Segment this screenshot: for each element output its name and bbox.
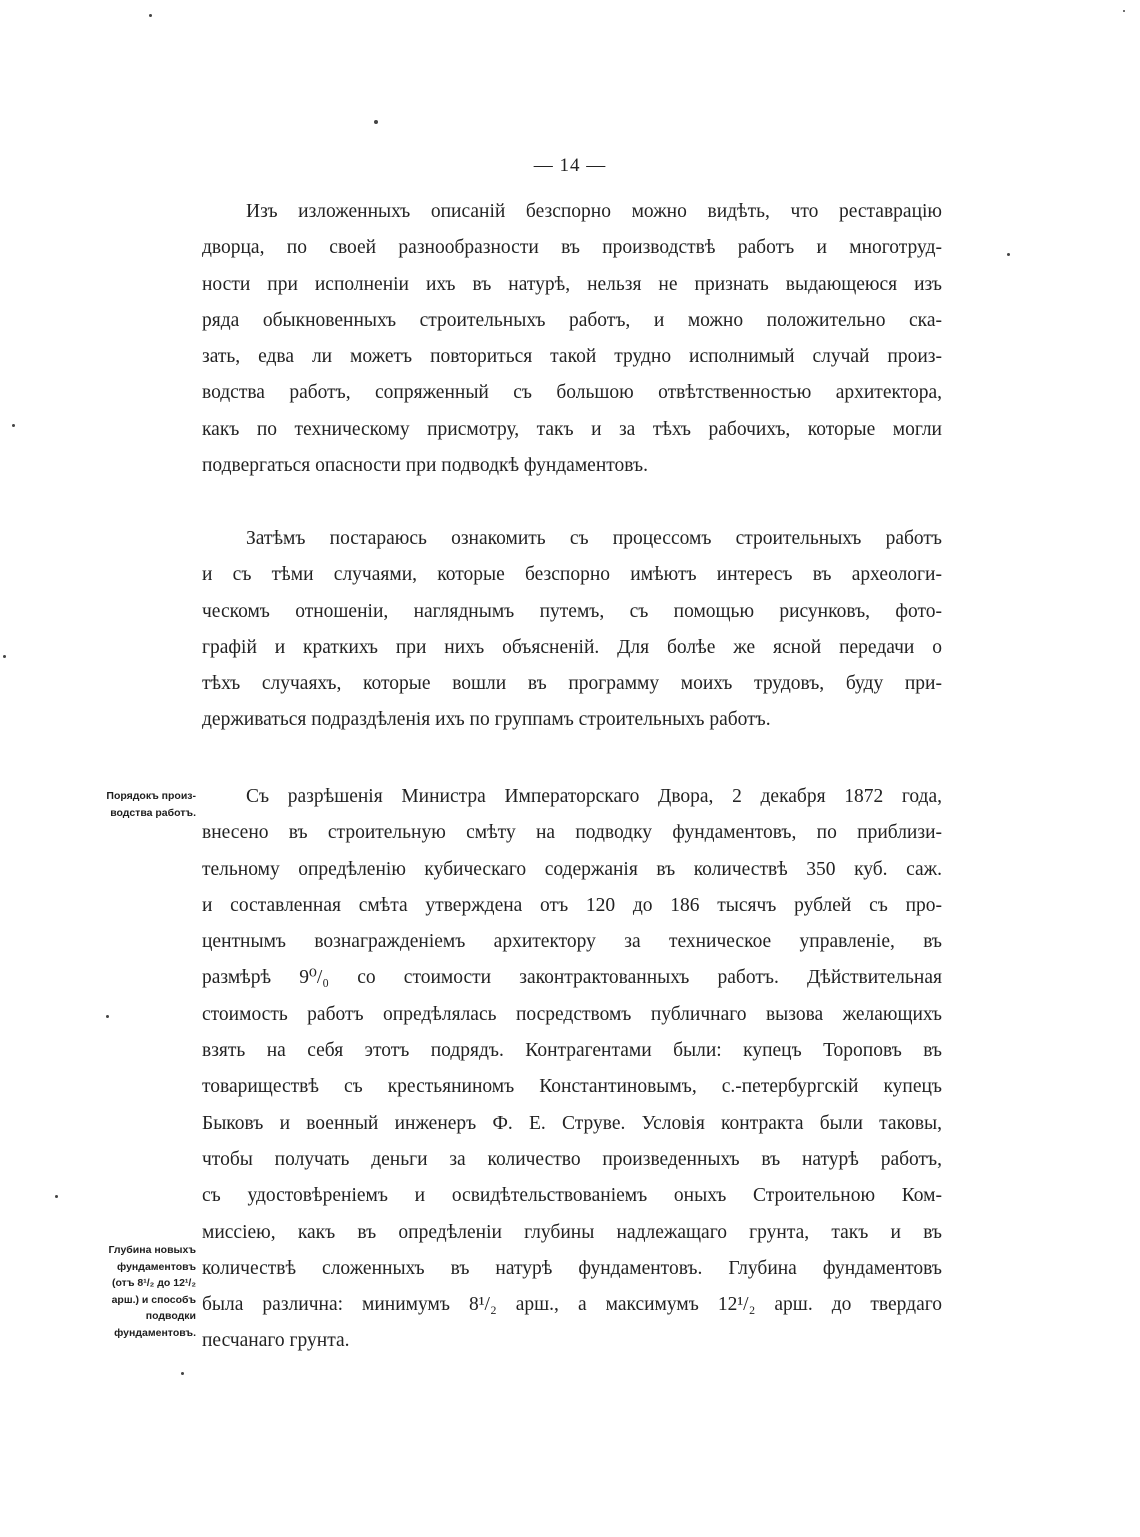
text-line: дворца, по своей разнообразности въ производствѣ работъ и многотруд- [202, 237, 942, 259]
text-line: какъ по техническому присмотру, такъ и за тѣхъ рабочихъ, которые могли [202, 418, 942, 440]
scan-speck [106, 1015, 109, 1018]
text-line: тельному опредѣленію кубическаго содержанія въ количествѣ 350 куб. саж. [202, 858, 942, 880]
paragraph-2 [202, 521, 942, 739]
page-number: — 14 — [533, 155, 607, 176]
text-line: миссіею, какъ въ опредѣленіи глубины надлежащаго грунта, такъ и въ [202, 1221, 942, 1243]
margin-note-line: Порядокъ произ- [106, 790, 196, 802]
text-line: чтобы получать деньги за количество произведенныхъ въ натурѣ работъ, [202, 1148, 942, 1170]
text-line: стоимость работъ опредѣлялась посредствомъ публичнаго вызова желающихъ [202, 1003, 942, 1025]
scan-speck [181, 1372, 184, 1375]
text-line: была различна: минимумъ 8¹/₂ арш., а максимумъ 12¹/₂ арш. до твердаго [202, 1294, 942, 1316]
paragraph-1 [202, 194, 942, 484]
text-line: Быковъ и военный инженеръ Ф. Е. Струве. Условія контракта были таковы, [202, 1112, 942, 1134]
text-line: внесено въ строительную смѣту на подводку фундаментовъ, по приблизи- [202, 822, 942, 844]
text-line: графій и краткихъ при нихъ объясненій. Для болѣе же ясной передачи о [202, 636, 942, 658]
margin-note-line: (отъ 8¹/₂ до 12¹/₂ [112, 1277, 196, 1289]
text-line: и съ тѣми случаями, которые безспорно имѣютъ интересъ въ археологи- [202, 564, 942, 586]
text-line: товариществѣ съ крестьяниномъ Константиновымъ, с.-петербургскій купецъ [202, 1076, 942, 1098]
scan-speck [3, 655, 6, 658]
text-line: съ удостовѣреніемъ и освидѣтельствованіемъ оныхъ Строительною Ком- [202, 1185, 942, 1207]
text-line: ности при исполненіи ихъ въ натурѣ, нельзя не признать выдающеюся изъ [202, 273, 942, 295]
margin-note-line: арш.) и способъ [111, 1293, 196, 1306]
paragraph-3 [202, 779, 942, 1360]
text-line: Съ разрѣшенія Министра Императорскаго Двора, 2 декабря 1872 года, [246, 786, 942, 807]
scan-speck [12, 424, 15, 427]
text-line: тѣхъ случаяхъ, которые вошли въ программу моихъ трудовъ, буду при- [202, 673, 942, 695]
text-line: Затѣмъ постараюсь ознакомить съ процессомъ строительныхъ работъ [246, 528, 942, 549]
scan-speck [149, 14, 152, 17]
text-line: подвергаться опасности при подводкѣ фундаментовъ. [202, 455, 648, 477]
text-line: Изъ изложенныхъ описаній безспорно можно видѣть, что реставрацію [246, 201, 942, 222]
margin-note-line: Глубина новыхъ [108, 1244, 196, 1256]
scan-speck [1007, 253, 1010, 256]
text-line: держиваться подраздѣленія ихъ по группамъ строительныхъ работъ. [202, 709, 771, 731]
text-line: ческомъ отношеніи, нагляднымъ путемъ, съ помощью рисунковъ, фото- [202, 600, 942, 622]
margin-note-line: фундаментовъ [117, 1260, 196, 1273]
text-line: зать, едва ли можетъ повториться такой трудно исполнимый случай произ- [202, 346, 942, 368]
margin-note-line: водства работъ. [110, 806, 196, 819]
margin-note-line: фундаментовъ. [114, 1326, 196, 1339]
scan-speck [55, 1195, 58, 1198]
margin-note-work-order [80, 788, 196, 821]
scan-speck [374, 120, 378, 124]
text-line: и составленная смѣта утверждена отъ 120 до 186 тысячъ рублей съ про- [202, 894, 942, 916]
text-line: взять на себя этотъ подрядъ. Контрагентами были: купецъ Тороповъ въ [202, 1040, 942, 1062]
margin-note-foundation-depth [80, 1242, 196, 1341]
text-line: центнымъ вознагражденіемъ архитектору за техническое управленіе, въ [202, 931, 942, 953]
text-line: размѣрѣ 9⁰/₀ со стоимости законтрактованныхъ работъ. Дѣйствительная [202, 967, 942, 989]
text-line: песчанаго грунта. [202, 1330, 350, 1352]
text-line: ряда обыкновенныхъ строительныхъ работъ, и можно положительно ска- [202, 309, 942, 331]
text-line: водства работъ, сопряженный съ большою отвѣтственностью архитектора, [202, 382, 942, 404]
margin-note-line: подводки [145, 1310, 196, 1322]
scan-speck [1123, 10, 1125, 12]
text-line: количествѣ сложенныхъ въ натурѣ фундаментовъ. Глубина фундаментовъ [202, 1257, 942, 1279]
